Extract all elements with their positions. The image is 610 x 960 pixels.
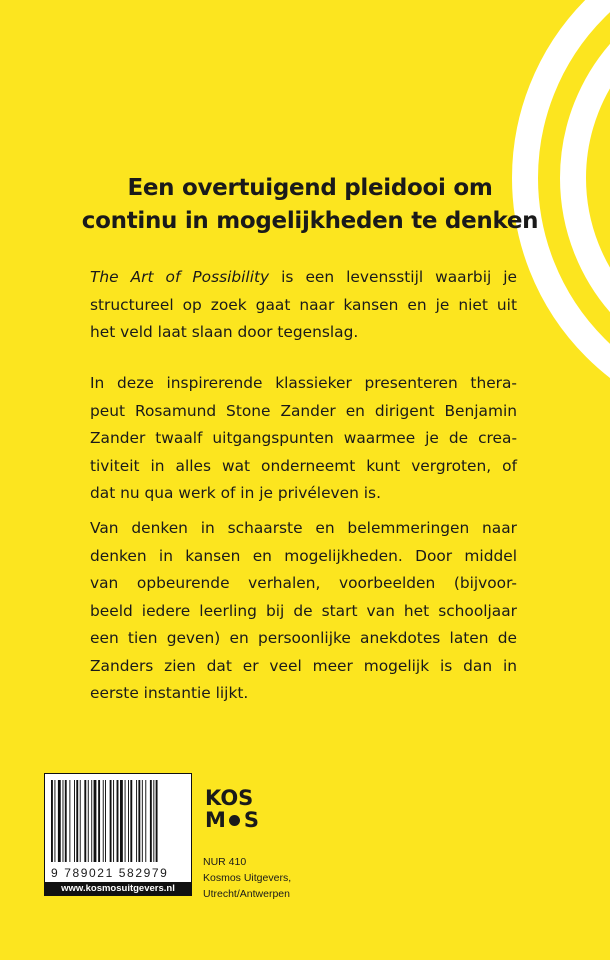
barcode-bar <box>63 780 64 862</box>
barcode-bar <box>110 780 112 862</box>
barcode-bar <box>98 780 100 862</box>
barcode-bar <box>54 780 55 862</box>
logo-dot-icon <box>229 815 240 826</box>
barcode-bar <box>80 780 81 862</box>
book-title: The Art of Possibility <box>90 268 270 286</box>
headline-line-1: Een overtuigend pleidooi om <box>127 175 493 201</box>
barcode-bar <box>153 780 154 862</box>
barcode-bar <box>88 780 89 862</box>
authors-paragraph <box>90 370 517 508</box>
barcode-bar <box>136 780 137 862</box>
summary-line-5: een tien geven) en persoonlijke anekdotes laten de <box>90 629 517 647</box>
logo-letter-s: S <box>243 808 260 832</box>
authors-line-3: Zander twaalf uitgangspunten waarmee je de crea- <box>90 429 517 447</box>
barcode-bar <box>84 780 86 862</box>
publisher-website: www.kosmosuitgevers.nl <box>45 882 191 896</box>
barcode-bar <box>69 780 70 862</box>
publisher-location: Utrecht/Antwerpen <box>203 888 290 900</box>
summary-line-1: Van denken in schaarste en belemmeringen naar <box>90 519 517 537</box>
barcode-bar <box>125 780 126 862</box>
publisher-imprint <box>203 854 291 902</box>
intro-line-3: het veld laat slaan door tegenslag. <box>90 323 359 341</box>
barcode-bar <box>74 780 75 862</box>
nur-code: NUR 410 <box>203 856 247 868</box>
intro-line-1 <box>90 264 517 292</box>
barcode-bar <box>138 780 140 862</box>
barcode-bar <box>156 780 158 862</box>
summary-line-2: denken in kansen en mogelijkheden. Door middel <box>90 546 517 565</box>
intro-line-2: structureel op zoek gaat naar kansen en je niet uit <box>90 295 517 314</box>
barcode-bar <box>150 780 152 862</box>
barcode-bar <box>65 780 67 862</box>
headline <box>60 172 560 238</box>
barcode-bar <box>103 780 104 862</box>
intro-line-1-rest: is een levensstijl waarbij je <box>269 268 517 286</box>
barcode-bar <box>94 780 97 862</box>
headline-line-2: continu in mogelijkheden te denken <box>81 208 539 234</box>
logo-letter-m: M <box>205 808 226 832</box>
logo-bottom-row <box>205 809 259 831</box>
summary-line-4: beeld iedere leerling bij de start van het schooljaar <box>90 601 517 620</box>
authors-line-1: In deze inspirerende klassieker presenteren thera- <box>90 374 517 392</box>
barcode-bar <box>51 780 53 862</box>
publisher-name: Kosmos Uitgevers, <box>203 872 292 884</box>
barcode-bar <box>120 780 123 862</box>
barcode-bar <box>91 780 92 862</box>
authors-line-4: tiviteit in alles wat onderneemt kunt vergroten, of <box>90 456 517 475</box>
barcode-bar <box>105 780 106 862</box>
barcode-bar <box>142 780 143 862</box>
authors-line-2: peut Rosamund Stone Zander en dirigent Benjamin <box>90 401 517 420</box>
summary-paragraph <box>90 515 517 708</box>
barcode-bar <box>130 780 132 862</box>
barcode-bar <box>145 780 146 862</box>
barcode-bar <box>128 780 129 862</box>
summary-line-7: eerste instantie lijkt. <box>90 684 249 702</box>
logo-top-row: KOS <box>205 786 254 810</box>
authors-line-5: dat nu qua werk of in je privéleven is. <box>90 484 381 502</box>
barcode-bar <box>113 780 114 862</box>
barcode-bar <box>76 780 78 862</box>
summary-line-3: van opbeurende verhalen, voorbeelden (bijvoor- <box>90 574 517 592</box>
barcode-bar <box>58 780 61 862</box>
kosmos-logo <box>205 787 259 831</box>
barcode-bar <box>117 780 119 862</box>
summary-line-6: Zanders zien dat er veel meer mogelijk is dan in <box>90 656 517 675</box>
isbn-digits: 9 789021 582979 <box>51 866 169 880</box>
intro-paragraph <box>90 264 517 347</box>
